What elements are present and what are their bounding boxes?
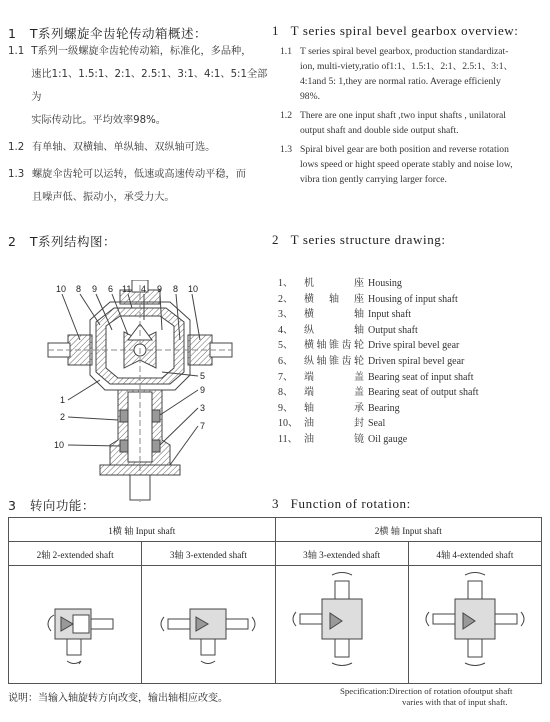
rotation-diagram-cell	[9, 566, 142, 684]
section2-cn-heading	[8, 232, 116, 250]
item-number: 1.2	[8, 142, 25, 153]
section1-en-list	[280, 44, 546, 187]
section-title: T系列螺旋伞齿轮传动箱概述：	[29, 26, 208, 41]
section-number: 3	[8, 498, 17, 513]
rotation-diagram-cell	[275, 566, 408, 684]
list-item	[8, 163, 270, 209]
label: 10	[54, 440, 65, 450]
note-en	[340, 686, 545, 708]
item-line: There are one input shaft ,two input shafts , unilatoral	[300, 110, 506, 121]
section-title: T series spiral bevel gearbox overview:	[290, 23, 519, 38]
section-number: 3	[272, 496, 280, 511]
legend-en: Housing	[368, 278, 402, 289]
legend-en: Bearing seat of input shaft	[368, 371, 474, 383]
section-number: 2	[8, 234, 17, 249]
legend-en: Input shaft	[368, 309, 412, 321]
legend-number: 5、	[278, 340, 293, 352]
section-number: 1	[8, 26, 17, 41]
rotation-diagram	[282, 569, 402, 679]
label: 4	[141, 284, 147, 294]
legend-number: 7、	[278, 371, 293, 383]
legend-row	[278, 323, 479, 339]
list-item	[280, 44, 546, 104]
item-line: output shaft and double side output shaft.	[300, 125, 459, 136]
section-title: T系列结构图：	[29, 234, 117, 249]
legend-row	[278, 354, 479, 370]
legend-number: 2、	[278, 293, 293, 305]
label: 7	[200, 421, 206, 431]
legend-row	[278, 292, 479, 308]
legend-row	[278, 307, 479, 323]
section3-cn-heading	[8, 496, 95, 514]
note-en-line: Specification:Direction of rotation ofoutput shaft	[340, 686, 513, 696]
legend-cn: 端盖	[304, 387, 364, 399]
label: 10	[56, 284, 67, 294]
legend-cn: 横轴座	[304, 293, 364, 305]
column-header: 3轴 3-extended shaft	[275, 542, 408, 566]
legend-cn: 油镜	[304, 433, 364, 445]
note-en-line: varies with that of input shaft.	[402, 697, 508, 707]
gearbox-structure-drawing	[40, 280, 255, 505]
legend-en: Seal	[368, 418, 386, 430]
legend-cn: 横轴	[304, 309, 364, 321]
item-number: 1.1	[8, 46, 25, 57]
legend-cn: 轴承	[304, 402, 364, 414]
rotation-diagram	[415, 569, 535, 679]
label: 3	[200, 403, 206, 413]
column-header: 3轴 3-extended shaft	[142, 542, 275, 566]
rotation-diagram-cell	[142, 566, 275, 684]
legend-cn: 纵轴	[304, 324, 364, 336]
section3-en-heading	[272, 496, 411, 512]
legend-cn: 油封	[304, 418, 364, 430]
legend-en: Bearing seat of output shaft	[368, 387, 479, 399]
list-item	[280, 142, 546, 187]
label: 10	[188, 284, 199, 294]
label: 1	[60, 395, 66, 405]
legend-en: Output shaft	[368, 324, 418, 336]
section-title: 转向功能：	[29, 498, 95, 513]
rotation-diagram-cell	[408, 566, 541, 684]
legend-cn: 机座	[304, 278, 364, 289]
item-line: 且噪声低、振动小，承受力大。	[32, 192, 175, 203]
rotation-table	[8, 517, 542, 684]
column-header: 2轴 2-extended shaft	[9, 542, 142, 566]
item-line: 速比1:1、1.5:1、2:1、2.5:1、3:1、4:1、5:1全部为	[31, 69, 268, 103]
item-line: ion, multi-viety,ratio of1:1、1.5:1、2:1、2.5:1、3:1、	[300, 61, 514, 72]
section-number: 1	[272, 23, 280, 38]
section-number: 2	[272, 232, 280, 247]
label: 11	[122, 284, 132, 294]
group-header: 2横 轴 Input shaft	[275, 518, 542, 542]
rotation-diagram	[15, 569, 135, 679]
item-number: 1.3	[8, 169, 25, 180]
legend-number: 3、	[278, 309, 293, 321]
legend-number: 1、	[278, 278, 293, 289]
item-line: 4:1and 5: 1,they are normal ratio. Average efficienly	[300, 76, 501, 87]
label: 9	[200, 385, 206, 395]
item-line: Spiral bivel gear are both position and reverse rotation	[300, 144, 509, 155]
item-line: 螺旋伞齿轮可以运转，低速或高速传动平稳，而	[32, 169, 246, 180]
legend-row	[278, 432, 479, 448]
legend-number: 10、	[278, 418, 298, 430]
label: 5	[200, 371, 206, 381]
list-item	[280, 108, 546, 138]
label: 9	[157, 284, 163, 294]
legend-cn: 横轴锥齿轮	[304, 340, 364, 352]
legend-row	[278, 416, 479, 432]
parts-legend	[278, 276, 479, 448]
section1-cn-list	[8, 40, 270, 209]
legend-en: Bearing	[368, 402, 400, 414]
item-line: 实际传动比。平均效率98%。	[31, 115, 166, 126]
note-cn: 说明：当输入轴旋转方向改变，输出轴相应改变。	[8, 693, 228, 704]
item-number: 1.2	[280, 110, 292, 121]
list-item	[8, 136, 270, 159]
legend-row	[278, 385, 479, 401]
group-header: 1横 轴 Input shaft	[9, 518, 276, 542]
item-line: vibra tion gently carrying larger force.	[300, 174, 447, 185]
section-title: T series structure drawing:	[290, 232, 446, 247]
section-title: Function of rotation:	[290, 496, 411, 511]
section2-en-heading	[272, 232, 446, 248]
label: 9	[92, 284, 98, 294]
legend-row	[278, 338, 479, 354]
legend-row	[278, 276, 479, 292]
label: 8	[173, 284, 179, 294]
item-line: 有单轴、双横轴、单纵轴、双纵轴可选。	[32, 142, 216, 153]
item-number: 1.1	[280, 46, 292, 57]
rotation-diagram	[148, 569, 268, 679]
item-line: T系列一级螺旋伞齿轮传动箱，标准化，多品种，	[31, 46, 252, 57]
label: 2	[60, 412, 66, 422]
legend-number: 4、	[278, 324, 293, 336]
label: 8	[76, 284, 82, 294]
list-item	[8, 40, 270, 132]
item-line: T series spiral bevel gearbox, production standardizat-	[300, 46, 509, 57]
legend-row	[278, 370, 479, 386]
legend-number: 8、	[278, 387, 293, 399]
legend-en: Oil gauge	[368, 433, 408, 445]
legend-en: Housing of input shaft	[368, 293, 458, 305]
legend-row	[278, 401, 479, 417]
legend-cn: 端盖	[304, 371, 364, 383]
item-line: lows speed or hight speed operate stably and noise low,	[300, 159, 513, 170]
column-header: 4轴 4-extended shaft	[408, 542, 541, 566]
label: 6	[108, 284, 114, 294]
legend-number: 9、	[278, 402, 293, 414]
legend-en: Driven spiral bevel gear	[368, 355, 465, 367]
legend-number: 11、	[278, 433, 298, 445]
item-line: 98%.	[300, 91, 320, 102]
legend-number: 6、	[278, 355, 293, 367]
legend-cn: 纵轴锥齿轮	[304, 355, 364, 367]
legend-en: Drive spiral bevel gear	[368, 340, 460, 352]
section1-en-heading	[272, 23, 519, 39]
item-number: 1.3	[280, 144, 292, 155]
